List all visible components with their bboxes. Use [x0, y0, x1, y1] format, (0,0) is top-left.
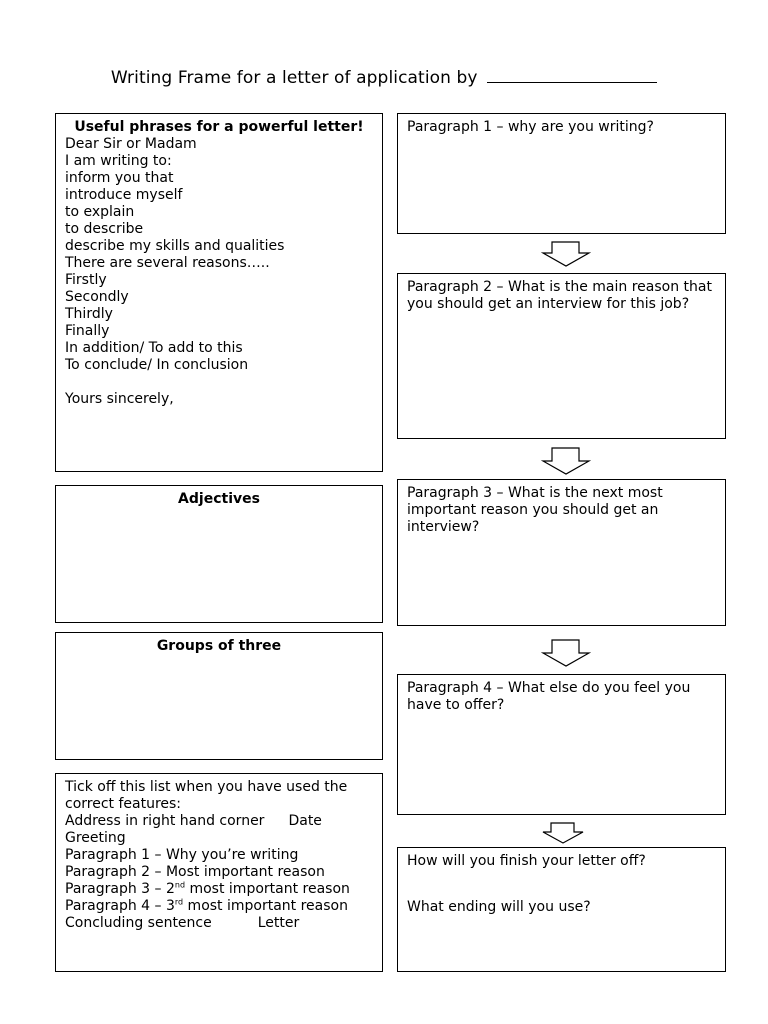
paragraph-1-prompt: Paragraph 1 – why are you writing?	[407, 119, 654, 135]
down-arrow-icon	[541, 447, 591, 475]
phrase-item: inform you that	[65, 170, 174, 186]
groups-of-three-box[interactable]	[55, 632, 383, 760]
paragraph-4-box[interactable]	[397, 674, 726, 815]
paragraph-4-prompt: Paragraph 4 – What else do you feel you have to offer?	[407, 680, 691, 713]
checklist-item-p3[interactable]: Paragraph 3 – 2nd most important reason	[65, 880, 350, 897]
paragraph-1-box[interactable]	[397, 113, 726, 234]
groups-of-three-heading: Groups of three	[156, 638, 282, 654]
phrase-item: There are several reasons…..	[65, 255, 270, 271]
phrase-signoff: Yours sincerely,	[65, 391, 174, 407]
title-text: Writing Frame for a letter of application by	[110, 68, 478, 88]
paragraph-2-prompt: Paragraph 2 – What is the main reason that you should get an interview for this job?	[407, 279, 712, 312]
checklist-item-date[interactable]: Date	[288, 813, 322, 829]
phrase-item: Thirdly	[65, 306, 113, 322]
useful-phrases-heading: Useful phrases for a powerful letter!	[74, 119, 364, 135]
checklist-item-letter[interactable]: Letter	[257, 915, 300, 931]
checklist-item-greeting[interactable]: Greeting	[65, 830, 126, 846]
phrase-item: describe my skills and qualities	[65, 238, 285, 254]
down-arrow-icon	[541, 639, 591, 667]
phrase-item: In addition/ To add to this	[65, 340, 243, 356]
paragraph-3-prompt: Paragraph 3 – What is the next most important reason you should get an interview?	[407, 485, 663, 535]
phrase-item: To conclude/ In conclusion	[65, 357, 249, 373]
checklist-item-p4[interactable]: Paragraph 4 – 3rd most important reason	[65, 897, 348, 914]
adjectives-box[interactable]	[55, 485, 383, 623]
page-title	[0, 68, 768, 88]
adjectives-heading: Adjectives	[178, 491, 260, 507]
phrase-item: to explain	[65, 204, 135, 220]
checklist-item-p2[interactable]: Paragraph 2 – Most important reason	[65, 864, 325, 880]
paragraph-2-box[interactable]	[397, 273, 726, 439]
ending-question: What ending will you use?	[407, 899, 591, 915]
phrase-item: Secondly	[65, 289, 129, 305]
finish-question: How will you finish your letter off?	[407, 853, 646, 869]
checklist-intro: Tick off this list when you have used the correct features:	[65, 779, 348, 812]
paragraph-3-box[interactable]	[397, 479, 726, 626]
phrase-item: introduce myself	[65, 187, 183, 203]
name-blank-line[interactable]	[487, 68, 657, 83]
phrase-item: Firstly	[65, 272, 107, 288]
phrase-item: to describe	[65, 221, 144, 237]
phrase-item: Finally	[65, 323, 110, 339]
checklist-item-address[interactable]: Address in right hand corner Date	[65, 813, 322, 829]
ending-box[interactable]	[397, 847, 726, 972]
phrase-item: Dear Sir or Madam	[65, 136, 197, 152]
phrase-item: I am writing to:	[65, 153, 172, 169]
checklist-item-p1[interactable]: Paragraph 1 – Why you’re writing	[65, 847, 299, 863]
useful-phrases-box	[55, 113, 383, 472]
checklist-item-concluding[interactable]: Concluding sentence Letter	[65, 915, 300, 931]
down-arrow-icon	[541, 822, 585, 844]
checklist-box	[55, 773, 383, 972]
down-arrow-icon	[541, 241, 591, 267]
